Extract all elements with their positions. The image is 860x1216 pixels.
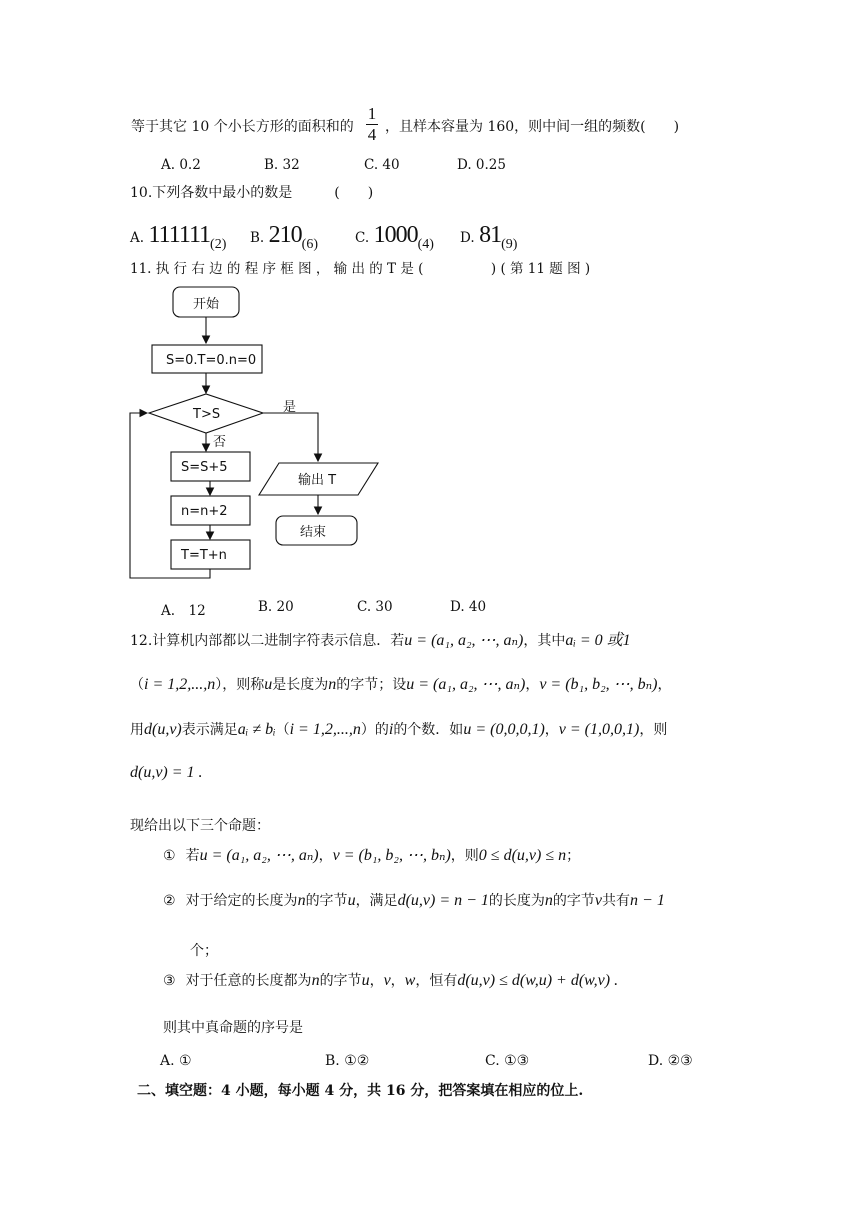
- text: （: [130, 677, 144, 693]
- q12-proposition-2: [163, 890, 665, 910]
- math-n: n: [311, 972, 320, 989]
- text: ；: [566, 848, 581, 864]
- number: 1000: [373, 222, 418, 248]
- q12-intro: 现给出以下三个命题：: [130, 818, 270, 834]
- math-v: v = (b₁, b₂, ⋯, bₙ): [539, 676, 658, 693]
- option-letter: A.: [130, 230, 145, 246]
- text: （: [275, 722, 290, 738]
- text: 的字节；设: [336, 677, 407, 693]
- q12-proposition-2-cont: 个；: [190, 943, 218, 959]
- flow-step1-label: S=S+5: [181, 460, 228, 475]
- q9-option-a[interactable]: A. 0.2: [161, 157, 201, 173]
- text: ，满足: [355, 893, 398, 909]
- flow-yes-label: 是: [283, 400, 297, 415]
- option-letter: B.: [250, 230, 265, 246]
- math-ai: aᵢ = 0 或1: [565, 632, 631, 649]
- text: 的个数．如: [393, 722, 464, 738]
- math-triangle-inequality: d(u,v) ≤ d(w,u) + d(w,v) .: [457, 972, 619, 989]
- number: 111111: [148, 222, 211, 248]
- text: ，其中: [523, 633, 566, 649]
- text: 若: [185, 848, 200, 864]
- math-u: u = (a₁, a₂, ⋯, aₙ): [404, 632, 524, 649]
- text: 12.计算机内部都以二进制字符表示信息．若: [130, 633, 405, 649]
- fraction-denominator: 4: [367, 125, 377, 144]
- circled-number: ③: [163, 973, 176, 989]
- math-n: n: [544, 892, 553, 909]
- text: ）的: [360, 722, 389, 738]
- q12-proposition-3: [163, 970, 618, 990]
- q12-line3: [130, 719, 667, 739]
- math-u: u = (0,0,0,1): [463, 721, 545, 738]
- q11-option-b[interactable]: B. 20: [258, 599, 294, 615]
- flow-step2-label: n=n+2: [181, 504, 228, 519]
- math-n: n: [297, 892, 306, 909]
- circled-number: ②: [163, 893, 176, 909]
- text: 的字节: [552, 893, 595, 909]
- fraction-numerator: 1: [367, 104, 377, 123]
- math-i: i: [388, 721, 394, 738]
- q11-stem: 11. 执 行 右 边 的 程 序 框 图 ， 输 出 的 T 是 ( ) ( 第 11 题 图 ): [130, 261, 591, 277]
- q12-option-a[interactable]: A. ①: [160, 1053, 192, 1069]
- option-letter: C.: [355, 230, 370, 246]
- text: ，则: [450, 848, 479, 864]
- text: ），则称: [215, 677, 265, 693]
- number: 81: [479, 222, 502, 248]
- text: ，: [390, 973, 405, 989]
- math-i: i = 1,2,...,n: [289, 721, 361, 738]
- section-heading: 二、填空题：4 小题，每小题 4 分，共 16 分，把答案填在相应的位上.: [137, 1083, 584, 1099]
- math-i: i = 1,2,...,n: [144, 676, 216, 693]
- math-v: v: [594, 892, 603, 909]
- q10-stem: 10.下列各数中最小的数是 ( ): [130, 185, 374, 201]
- math-w: w: [404, 972, 416, 989]
- q12-line4: d(u,v) = 1 .: [130, 764, 203, 781]
- q11-option-c[interactable]: C. 30: [357, 599, 393, 615]
- base-subscript: (4): [417, 237, 434, 252]
- q9-option-c[interactable]: C. 40: [364, 157, 400, 173]
- text: ，: [525, 677, 540, 693]
- q12-proposition-1: [163, 845, 580, 865]
- flow-yes-path: [263, 413, 318, 461]
- text: 对于给定的长度为: [185, 893, 298, 909]
- math-v: v = (b₁, b₂, ⋯, bₙ): [332, 847, 451, 864]
- text: ，: [369, 973, 384, 989]
- math-ai-ne-bi: aᵢ ≠ bᵢ: [237, 721, 276, 738]
- math-d-equation: d(u,v) = n − 1: [397, 892, 489, 909]
- text: 表示满足: [181, 722, 238, 738]
- flow-init-label: S=0.T=0.n=0: [166, 353, 257, 368]
- flow-start-label: 开始: [193, 297, 220, 312]
- math-v: v: [383, 972, 391, 989]
- flow-step3-label: T=T+n: [181, 548, 227, 563]
- math-d: d(u,v): [144, 721, 182, 738]
- math-u: u: [264, 676, 273, 693]
- text: ，则: [639, 722, 668, 738]
- math-inequality: 0 ≤ d(u,v) ≤ n: [478, 847, 567, 864]
- flow-no-label: 否: [213, 435, 227, 450]
- text: 用: [130, 722, 144, 738]
- number: 210: [268, 222, 302, 248]
- text: 的字节: [319, 973, 362, 989]
- flow-decision-label: T>S: [193, 407, 221, 422]
- text: ，: [544, 722, 559, 738]
- math-u: u = (a₁, a₂, ⋯, aₙ): [406, 676, 526, 693]
- math-u: u: [361, 972, 370, 989]
- base-subscript: (9): [501, 237, 518, 252]
- option-letter: D.: [460, 230, 475, 246]
- text: 的长度为: [488, 893, 545, 909]
- flowchart: [0, 0, 860, 600]
- flow-end-label: 结束: [300, 525, 327, 540]
- q12-line1: [130, 627, 631, 650]
- math-n-minus-1: n − 1: [630, 892, 665, 909]
- math-n: n: [328, 676, 337, 693]
- text: 的字节: [305, 893, 348, 909]
- text: 对于任意的长度都为: [185, 973, 312, 989]
- text: ，: [657, 677, 672, 693]
- q12-option-c[interactable]: C. ①③: [485, 1053, 530, 1069]
- q9-text-before: 等于其它 10 个小长方形的面积和的: [131, 119, 354, 135]
- q9-option-d[interactable]: D. 0.25: [457, 157, 506, 173]
- base-subscript: (6): [301, 237, 318, 252]
- text: ，: [318, 848, 333, 864]
- text: ，恒有: [415, 973, 458, 989]
- q11-option-a[interactable]: A. 12: [161, 603, 206, 619]
- q12-option-d[interactable]: D. ②③: [648, 1053, 693, 1069]
- text: 是长度为: [272, 677, 329, 693]
- q12-line2: [130, 674, 671, 694]
- q9-text-after: ，且样本容量为 160，则中间一组的频数( ): [385, 119, 680, 135]
- math-u: u: [347, 892, 356, 909]
- q9-option-b[interactable]: B. 32: [264, 157, 300, 173]
- circled-number: ①: [163, 848, 176, 864]
- text: 共有: [602, 893, 631, 909]
- q12-option-b[interactable]: B. ①②: [325, 1053, 370, 1069]
- q11-option-d[interactable]: D. 40: [450, 599, 487, 615]
- flow-output-label: 输出 T: [298, 473, 337, 488]
- q12-question: 则其中真命题的序号是: [163, 1020, 303, 1036]
- math-v: v = (1,0,0,1): [558, 721, 640, 738]
- base-subscript: (2): [210, 237, 227, 252]
- math-u: u = (a₁, a₂, ⋯, aₙ): [199, 847, 319, 864]
